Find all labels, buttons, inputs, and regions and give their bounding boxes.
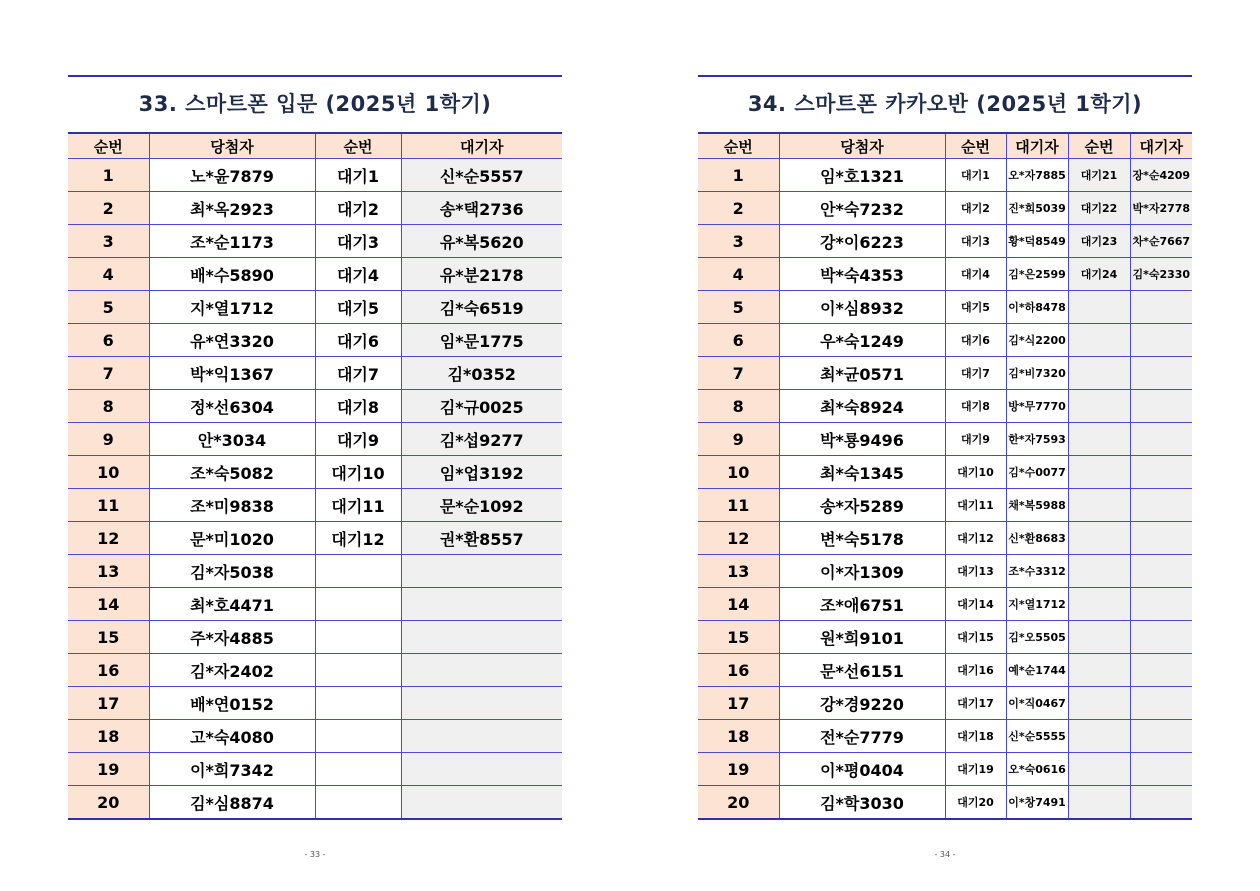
table-cell: 5 bbox=[698, 291, 779, 324]
table-cell bbox=[1068, 357, 1130, 390]
table-row bbox=[698, 291, 1192, 324]
table-row bbox=[68, 753, 562, 786]
table-cell bbox=[1130, 753, 1192, 786]
table-cell bbox=[315, 588, 401, 621]
table-cell: 16 bbox=[698, 654, 779, 687]
table-cell: 10 bbox=[698, 456, 779, 489]
table-cell bbox=[1130, 720, 1192, 753]
table-row bbox=[68, 654, 562, 687]
table-cell: 12 bbox=[68, 522, 149, 555]
table-cell: 김*오5505 bbox=[1006, 621, 1068, 654]
page-title: 33. 스마트폰 입문 (2025년 1학기) bbox=[138, 92, 492, 116]
table-row bbox=[698, 324, 1192, 357]
table-cell bbox=[1068, 291, 1130, 324]
table-row bbox=[698, 654, 1192, 687]
table-cell: 1 bbox=[68, 159, 149, 192]
table-cell: 최*호4471 bbox=[149, 588, 315, 621]
table-row bbox=[698, 588, 1192, 621]
table-cell: 안*3034 bbox=[149, 423, 315, 456]
table-cell: 대기11 bbox=[315, 489, 401, 522]
table-row bbox=[698, 192, 1192, 225]
header-cell: 순번 bbox=[1068, 133, 1130, 159]
table-cell: 정*선6304 bbox=[149, 390, 315, 423]
table-cell: 대기10 bbox=[945, 456, 1006, 489]
table-row bbox=[698, 753, 1192, 786]
table-cell bbox=[315, 753, 401, 786]
table-cell: 4 bbox=[698, 258, 779, 291]
table-row bbox=[68, 225, 562, 258]
table-cell bbox=[1068, 753, 1130, 786]
table-cell: 대기5 bbox=[945, 291, 1006, 324]
table-cell: 배*연0152 bbox=[149, 687, 315, 720]
table-row bbox=[698, 720, 1192, 753]
table-cell bbox=[401, 654, 562, 687]
top-rule bbox=[698, 75, 1192, 77]
table-cell: 13 bbox=[68, 555, 149, 588]
table-cell: 김*숙2330 bbox=[1130, 258, 1192, 291]
table-cell: 최*옥2923 bbox=[149, 192, 315, 225]
table-cell: 19 bbox=[68, 753, 149, 786]
table-cell: 대기12 bbox=[945, 522, 1006, 555]
table-cell: 7 bbox=[698, 357, 779, 390]
table-cell: 대기13 bbox=[945, 555, 1006, 588]
lottery-table-34 bbox=[698, 132, 1192, 820]
table-cell: 대기15 bbox=[945, 621, 1006, 654]
table-cell: 2 bbox=[698, 192, 779, 225]
table-cell: 황*덕8549 bbox=[1006, 225, 1068, 258]
header-cell: 대기자 bbox=[1006, 133, 1068, 159]
table-row bbox=[698, 423, 1192, 456]
table-row bbox=[698, 390, 1192, 423]
table-cell: 강*경9220 bbox=[779, 687, 945, 720]
table-cell: 대기4 bbox=[945, 258, 1006, 291]
table-cell bbox=[1130, 423, 1192, 456]
table-cell: 5 bbox=[68, 291, 149, 324]
table-cell: 박*자2778 bbox=[1130, 192, 1192, 225]
table-cell: 임*호1321 bbox=[779, 159, 945, 192]
table-cell bbox=[1130, 522, 1192, 555]
table-cell: 방*무7770 bbox=[1006, 390, 1068, 423]
table-cell: 지*열1712 bbox=[1006, 588, 1068, 621]
table-cell: 대기8 bbox=[315, 390, 401, 423]
lottery-table-33 bbox=[68, 132, 562, 820]
table-cell: 박*숙4353 bbox=[779, 258, 945, 291]
table-cell bbox=[1068, 522, 1130, 555]
page-34 bbox=[698, 0, 1192, 891]
table-row bbox=[68, 555, 562, 588]
table-cell: 15 bbox=[68, 621, 149, 654]
table-row bbox=[698, 621, 1192, 654]
table-cell: 13 bbox=[698, 555, 779, 588]
table-cell: 대기6 bbox=[315, 324, 401, 357]
table-cell: 3 bbox=[698, 225, 779, 258]
table-cell: 18 bbox=[68, 720, 149, 753]
table-cell: 송*자5289 bbox=[779, 489, 945, 522]
table-cell: 대기2 bbox=[315, 192, 401, 225]
table-cell: 대기23 bbox=[1068, 225, 1130, 258]
page-number: - 34 - bbox=[934, 850, 956, 859]
table-cell: 대기24 bbox=[1068, 258, 1130, 291]
table-cell: 김*심8874 bbox=[149, 786, 315, 820]
table-cell bbox=[1130, 654, 1192, 687]
table-cell: 김*자5038 bbox=[149, 555, 315, 588]
table-row bbox=[68, 258, 562, 291]
header-cell: 순번 bbox=[698, 133, 779, 159]
table-row bbox=[698, 786, 1192, 820]
table-cell bbox=[1130, 357, 1192, 390]
table-cell: 7 bbox=[68, 357, 149, 390]
table-cell: 대기3 bbox=[945, 225, 1006, 258]
table-cell: 유*복5620 bbox=[401, 225, 562, 258]
table-cell: 대기6 bbox=[945, 324, 1006, 357]
table-row bbox=[68, 522, 562, 555]
table-cell: 신*환8683 bbox=[1006, 522, 1068, 555]
table-row bbox=[68, 324, 562, 357]
table-cell: 주*자4885 bbox=[149, 621, 315, 654]
table-row bbox=[698, 357, 1192, 390]
table-cell: 대기18 bbox=[945, 720, 1006, 753]
table-row bbox=[68, 357, 562, 390]
table-cell: 김*규0025 bbox=[401, 390, 562, 423]
table-row bbox=[68, 456, 562, 489]
table-cell bbox=[1068, 456, 1130, 489]
table-cell bbox=[401, 555, 562, 588]
table-cell: 대기11 bbox=[945, 489, 1006, 522]
table-cell: 배*수5890 bbox=[149, 258, 315, 291]
table-cell bbox=[1130, 621, 1192, 654]
page-number: - 33 - bbox=[304, 850, 326, 859]
table-cell: 4 bbox=[68, 258, 149, 291]
table-cell: 최*숙8924 bbox=[779, 390, 945, 423]
table-cell: 1 bbox=[698, 159, 779, 192]
table-cell bbox=[1130, 786, 1192, 820]
table-cell bbox=[315, 786, 401, 820]
table-cell: 김*수0077 bbox=[1006, 456, 1068, 489]
table-cell: 노*윤7879 bbox=[149, 159, 315, 192]
table-cell bbox=[315, 654, 401, 687]
table-cell: 이*창7491 bbox=[1006, 786, 1068, 820]
table-row bbox=[68, 588, 562, 621]
table-cell bbox=[1068, 687, 1130, 720]
table-cell: 장*순4209 bbox=[1130, 159, 1192, 192]
table-cell bbox=[315, 555, 401, 588]
header-cell: 대기자 bbox=[401, 133, 562, 159]
table-cell: 최*숙1345 bbox=[779, 456, 945, 489]
table-cell bbox=[401, 720, 562, 753]
table-cell: 대기1 bbox=[945, 159, 1006, 192]
table-cell: 이*심8932 bbox=[779, 291, 945, 324]
table-cell: 조*순1173 bbox=[149, 225, 315, 258]
table-cell: 이*하8478 bbox=[1006, 291, 1068, 324]
table-cell: 14 bbox=[68, 588, 149, 621]
table-cell: 송*택2736 bbox=[401, 192, 562, 225]
table-cell: 문*미1020 bbox=[149, 522, 315, 555]
table-cell: 차*순7667 bbox=[1130, 225, 1192, 258]
table-cell: 11 bbox=[698, 489, 779, 522]
table-cell: 이*직0467 bbox=[1006, 687, 1068, 720]
table-cell: 대기9 bbox=[315, 423, 401, 456]
table-cell: 대기4 bbox=[315, 258, 401, 291]
page-title: 34. 스마트폰 카카오반 (2025년 1학기) bbox=[747, 92, 1143, 116]
header-row bbox=[68, 133, 562, 159]
table-cell: 신*순5557 bbox=[401, 159, 562, 192]
table-cell bbox=[1130, 555, 1192, 588]
table-cell: 조*수3312 bbox=[1006, 555, 1068, 588]
table-row bbox=[68, 687, 562, 720]
table-cell: 16 bbox=[68, 654, 149, 687]
table-cell: 조*애6751 bbox=[779, 588, 945, 621]
table-cell: 박*룡9496 bbox=[779, 423, 945, 456]
table-cell: 20 bbox=[698, 786, 779, 820]
table-row bbox=[68, 159, 562, 192]
header-cell: 당첨자 bbox=[779, 133, 945, 159]
table-cell: 지*열1712 bbox=[149, 291, 315, 324]
table-cell: 20 bbox=[68, 786, 149, 820]
table-cell bbox=[1130, 687, 1192, 720]
table-cell: 김*섭9277 bbox=[401, 423, 562, 456]
table-cell: 조*숙5082 bbox=[149, 456, 315, 489]
table-cell: 19 bbox=[698, 753, 779, 786]
table-cell: 10 bbox=[68, 456, 149, 489]
table-cell: 8 bbox=[68, 390, 149, 423]
table-cell bbox=[315, 687, 401, 720]
table-cell: 8 bbox=[698, 390, 779, 423]
table-row bbox=[68, 192, 562, 225]
table-cell: 김*숙6519 bbox=[401, 291, 562, 324]
table-cell: 유*분2178 bbox=[401, 258, 562, 291]
table-cell: 원*희9101 bbox=[779, 621, 945, 654]
table-cell: 대기19 bbox=[945, 753, 1006, 786]
table-cell: 채*복5988 bbox=[1006, 489, 1068, 522]
page-33 bbox=[68, 0, 562, 891]
table-cell: 김*은2599 bbox=[1006, 258, 1068, 291]
table-cell: 대기3 bbox=[315, 225, 401, 258]
table-row bbox=[698, 555, 1192, 588]
table-cell bbox=[401, 786, 562, 820]
top-rule bbox=[68, 75, 562, 77]
table-row bbox=[698, 159, 1192, 192]
table-row bbox=[68, 423, 562, 456]
table-row bbox=[68, 621, 562, 654]
table-cell: 우*숙1249 bbox=[779, 324, 945, 357]
table-cell: 대기10 bbox=[315, 456, 401, 489]
table-cell bbox=[315, 720, 401, 753]
table-cell: 이*평0404 bbox=[779, 753, 945, 786]
table-cell bbox=[1068, 390, 1130, 423]
table-cell: 강*이6223 bbox=[779, 225, 945, 258]
table-cell: 9 bbox=[68, 423, 149, 456]
table-cell: 대기20 bbox=[945, 786, 1006, 820]
table-cell: 15 bbox=[698, 621, 779, 654]
table-cell: 김*비7320 bbox=[1006, 357, 1068, 390]
table-cell bbox=[401, 621, 562, 654]
table-cell: 유*연3320 bbox=[149, 324, 315, 357]
table-cell: 권*환8557 bbox=[401, 522, 562, 555]
table-cell: 대기5 bbox=[315, 291, 401, 324]
header-cell: 대기자 bbox=[1130, 133, 1192, 159]
table-cell bbox=[1130, 291, 1192, 324]
table-row bbox=[698, 522, 1192, 555]
table-cell: 2 bbox=[68, 192, 149, 225]
table-cell: 대기17 bbox=[945, 687, 1006, 720]
table-cell: 대기2 bbox=[945, 192, 1006, 225]
table-cell: 대기7 bbox=[315, 357, 401, 390]
table-cell bbox=[1130, 390, 1192, 423]
table-cell: 대기12 bbox=[315, 522, 401, 555]
table-cell: 대기1 bbox=[315, 159, 401, 192]
table-cell: 문*선6151 bbox=[779, 654, 945, 687]
table-cell: 진*희5039 bbox=[1006, 192, 1068, 225]
table-cell: 이*자1309 bbox=[779, 555, 945, 588]
table-cell: 안*숙7232 bbox=[779, 192, 945, 225]
table-row bbox=[698, 687, 1192, 720]
table-cell: 17 bbox=[698, 687, 779, 720]
table-cell: 고*숙4080 bbox=[149, 720, 315, 753]
table-cell bbox=[1068, 555, 1130, 588]
table-cell: 6 bbox=[698, 324, 779, 357]
table-row bbox=[698, 258, 1192, 291]
table-row bbox=[68, 786, 562, 820]
table-cell: 임*문1775 bbox=[401, 324, 562, 357]
table-cell: 최*균0571 bbox=[779, 357, 945, 390]
table-cell bbox=[1068, 423, 1130, 456]
table-cell bbox=[1068, 588, 1130, 621]
table-cell: 대기8 bbox=[945, 390, 1006, 423]
table-cell: 조*미9838 bbox=[149, 489, 315, 522]
table-cell: 대기16 bbox=[945, 654, 1006, 687]
table-cell: 대기7 bbox=[945, 357, 1006, 390]
header-cell: 순번 bbox=[315, 133, 401, 159]
table-cell: 14 bbox=[698, 588, 779, 621]
table-cell: 18 bbox=[698, 720, 779, 753]
header-cell: 순번 bbox=[68, 133, 149, 159]
table-cell: 대기14 bbox=[945, 588, 1006, 621]
table-cell: 대기22 bbox=[1068, 192, 1130, 225]
table-cell: 오*숙0616 bbox=[1006, 753, 1068, 786]
table-cell: 예*순1744 bbox=[1006, 654, 1068, 687]
table-cell: 김*0352 bbox=[401, 357, 562, 390]
table-cell bbox=[1068, 489, 1130, 522]
table-row bbox=[68, 291, 562, 324]
table-cell: 변*숙5178 bbox=[779, 522, 945, 555]
table-cell: 6 bbox=[68, 324, 149, 357]
table-cell: 12 bbox=[698, 522, 779, 555]
table-cell: 대기21 bbox=[1068, 159, 1130, 192]
header-row bbox=[698, 133, 1192, 159]
table-cell bbox=[1068, 720, 1130, 753]
table-cell bbox=[401, 753, 562, 786]
table-cell: 11 bbox=[68, 489, 149, 522]
table-cell bbox=[1068, 654, 1130, 687]
table-cell bbox=[401, 687, 562, 720]
table-cell: 대기9 bbox=[945, 423, 1006, 456]
table-cell bbox=[1130, 456, 1192, 489]
table-cell bbox=[401, 588, 562, 621]
table-row bbox=[698, 489, 1192, 522]
table-cell: 3 bbox=[68, 225, 149, 258]
table-cell bbox=[1130, 588, 1192, 621]
table-cell: 이*희7342 bbox=[149, 753, 315, 786]
table-cell: 김*자2402 bbox=[149, 654, 315, 687]
table-cell: 김*식2200 bbox=[1006, 324, 1068, 357]
table-cell: 한*자7593 bbox=[1006, 423, 1068, 456]
table-row bbox=[68, 489, 562, 522]
table-cell: 전*순7779 bbox=[779, 720, 945, 753]
header-cell: 당첨자 bbox=[149, 133, 315, 159]
table-cell: 오*자7885 bbox=[1006, 159, 1068, 192]
table-cell: 박*익1367 bbox=[149, 357, 315, 390]
table-cell bbox=[1068, 786, 1130, 820]
table-row bbox=[68, 390, 562, 423]
table-row bbox=[698, 456, 1192, 489]
table-cell: 문*순1092 bbox=[401, 489, 562, 522]
table-cell: 임*업3192 bbox=[401, 456, 562, 489]
table-row bbox=[698, 225, 1192, 258]
table-cell: 17 bbox=[68, 687, 149, 720]
header-cell: 순번 bbox=[945, 133, 1006, 159]
table-cell bbox=[1068, 324, 1130, 357]
table-cell bbox=[1130, 324, 1192, 357]
table-cell: 9 bbox=[698, 423, 779, 456]
table-cell bbox=[1130, 489, 1192, 522]
table-cell bbox=[1068, 621, 1130, 654]
table-cell: 신*순5555 bbox=[1006, 720, 1068, 753]
table-row bbox=[68, 720, 562, 753]
table-cell: 김*학3030 bbox=[779, 786, 945, 820]
table-cell bbox=[315, 621, 401, 654]
